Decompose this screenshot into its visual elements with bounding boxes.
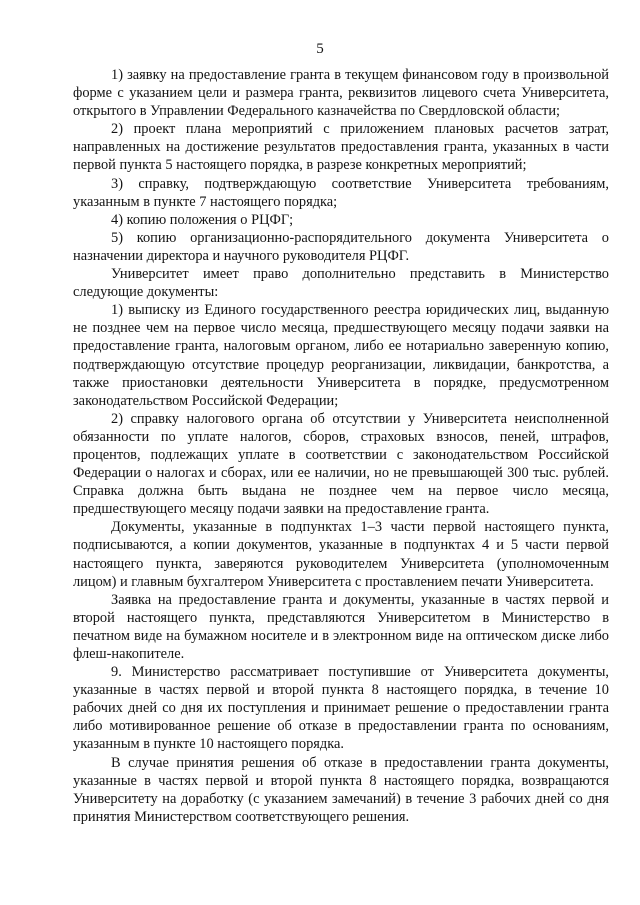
paragraph-item-2-event-plan: 2) проект плана мероприятий с приложением плановых расчетов затрат, направленных на достижение результатов предоставления гранта, указанных в части первой пункта 5 настоящего порядка, в разрезе конкретных мероприятий; <box>73 121 609 174</box>
paragraph-clause-9-review: 9. Министерство рассматривает поступившие от Университета документы, указанные в частях первой и второй пункта 8 настоящего порядка, в течение 10 рабочих дней со дня их поступления и принимает решение о предоставлении гранта либо мотивированное решение об отказе в предоставлении гранта по основаниям, указанным в пункте 10 настоящего порядка. <box>73 664 609 753</box>
paragraph-additional-documents-intro: Университет имеет право дополнительно представить в Министерство следующие документы: <box>73 266 609 301</box>
paragraph-item-4-regulation-copy: 4) копию положения о РЦФГ; <box>111 211 294 228</box>
paragraph-refusal-return: В случае принятия решения об отказе в предоставлении гранта документы, указанные в частях первой и второй пункта 8 настоящего порядка, возвращаются Университету на доработку (с указанием замечаний) в течение 3 рабочих дней со дня принятия Министерством соответствующего решения. <box>73 754 609 825</box>
paragraph-additional-item-1-registry-extract: 1) выписку из Единого государственного реестра юридических лиц, выданную не позднее чем на первое число месяца, предшествующего месяцу подачи заявки на предоставление гранта, налоговым органом, либо ее нотариально заверенную копию, подтверждающую отсутствие процедур реорганизации, ликвидации, банкротства, а также приостановки деятельности Университета в порядке, предусмотренном законодательством Российской Федерации; <box>73 302 609 409</box>
paragraph-item-3-compliance-certificate: 3) справку, подтверждающую соответствие Университета требованиям, указанным в пункте 7 настоящего порядка; <box>73 175 609 210</box>
paragraph-item-1-application: 1) заявку на предоставление гранта в текущем финансовом году в произвольной форме с указанием цели и размера гранта, реквизитов лицевого счета Университета, открытого в Управлении Федерального казначейства по Свердловской области; <box>73 67 609 120</box>
document-body <box>73 66 609 826</box>
paragraph-additional-item-2-tax-certificate: 2) справку налогового органа об отсутствии у Университета неисполненной обязанности по уплате налогов, сборов, страховых взносов, пеней, штрафов, процентов, подлежащих уплате в соответствии с законодательством Российской Федерации о налогах и сборах, или ее наличии, но не превышающей 300 тыс. рублей. Справка должна быть выдана не позднее чем на первое число месяца, предшествующего месяцу подачи заявки на предоставление гранта. <box>73 410 609 518</box>
page-number: 5 <box>316 41 324 57</box>
paragraph-submission-format: Заявка на предоставление гранта и документы, указанные в частях первой и второй настоящего пункта, представляются Университетом в Министерство в печатном виде на бумажном носителе и в электронном виде на оптическом диске либо флеш-накопителе. <box>73 591 609 662</box>
paragraph-item-5-order-copy: 5) копию организационно-распорядительного документа Университета о назначении директора и научного руководителя РЦФГ. <box>73 229 609 264</box>
paragraph-documents-signing: Документы, указанные в подпунктах 1–3 части первой настоящего пункта, подписываются, а копии документов, указанные в подпунктах 4 и 5 части первой настоящего пункта, заверяются руководителем Университета (уполномоченным лицом) и главным бухгалтером Университета с проставлением печати Университета. <box>73 519 609 590</box>
